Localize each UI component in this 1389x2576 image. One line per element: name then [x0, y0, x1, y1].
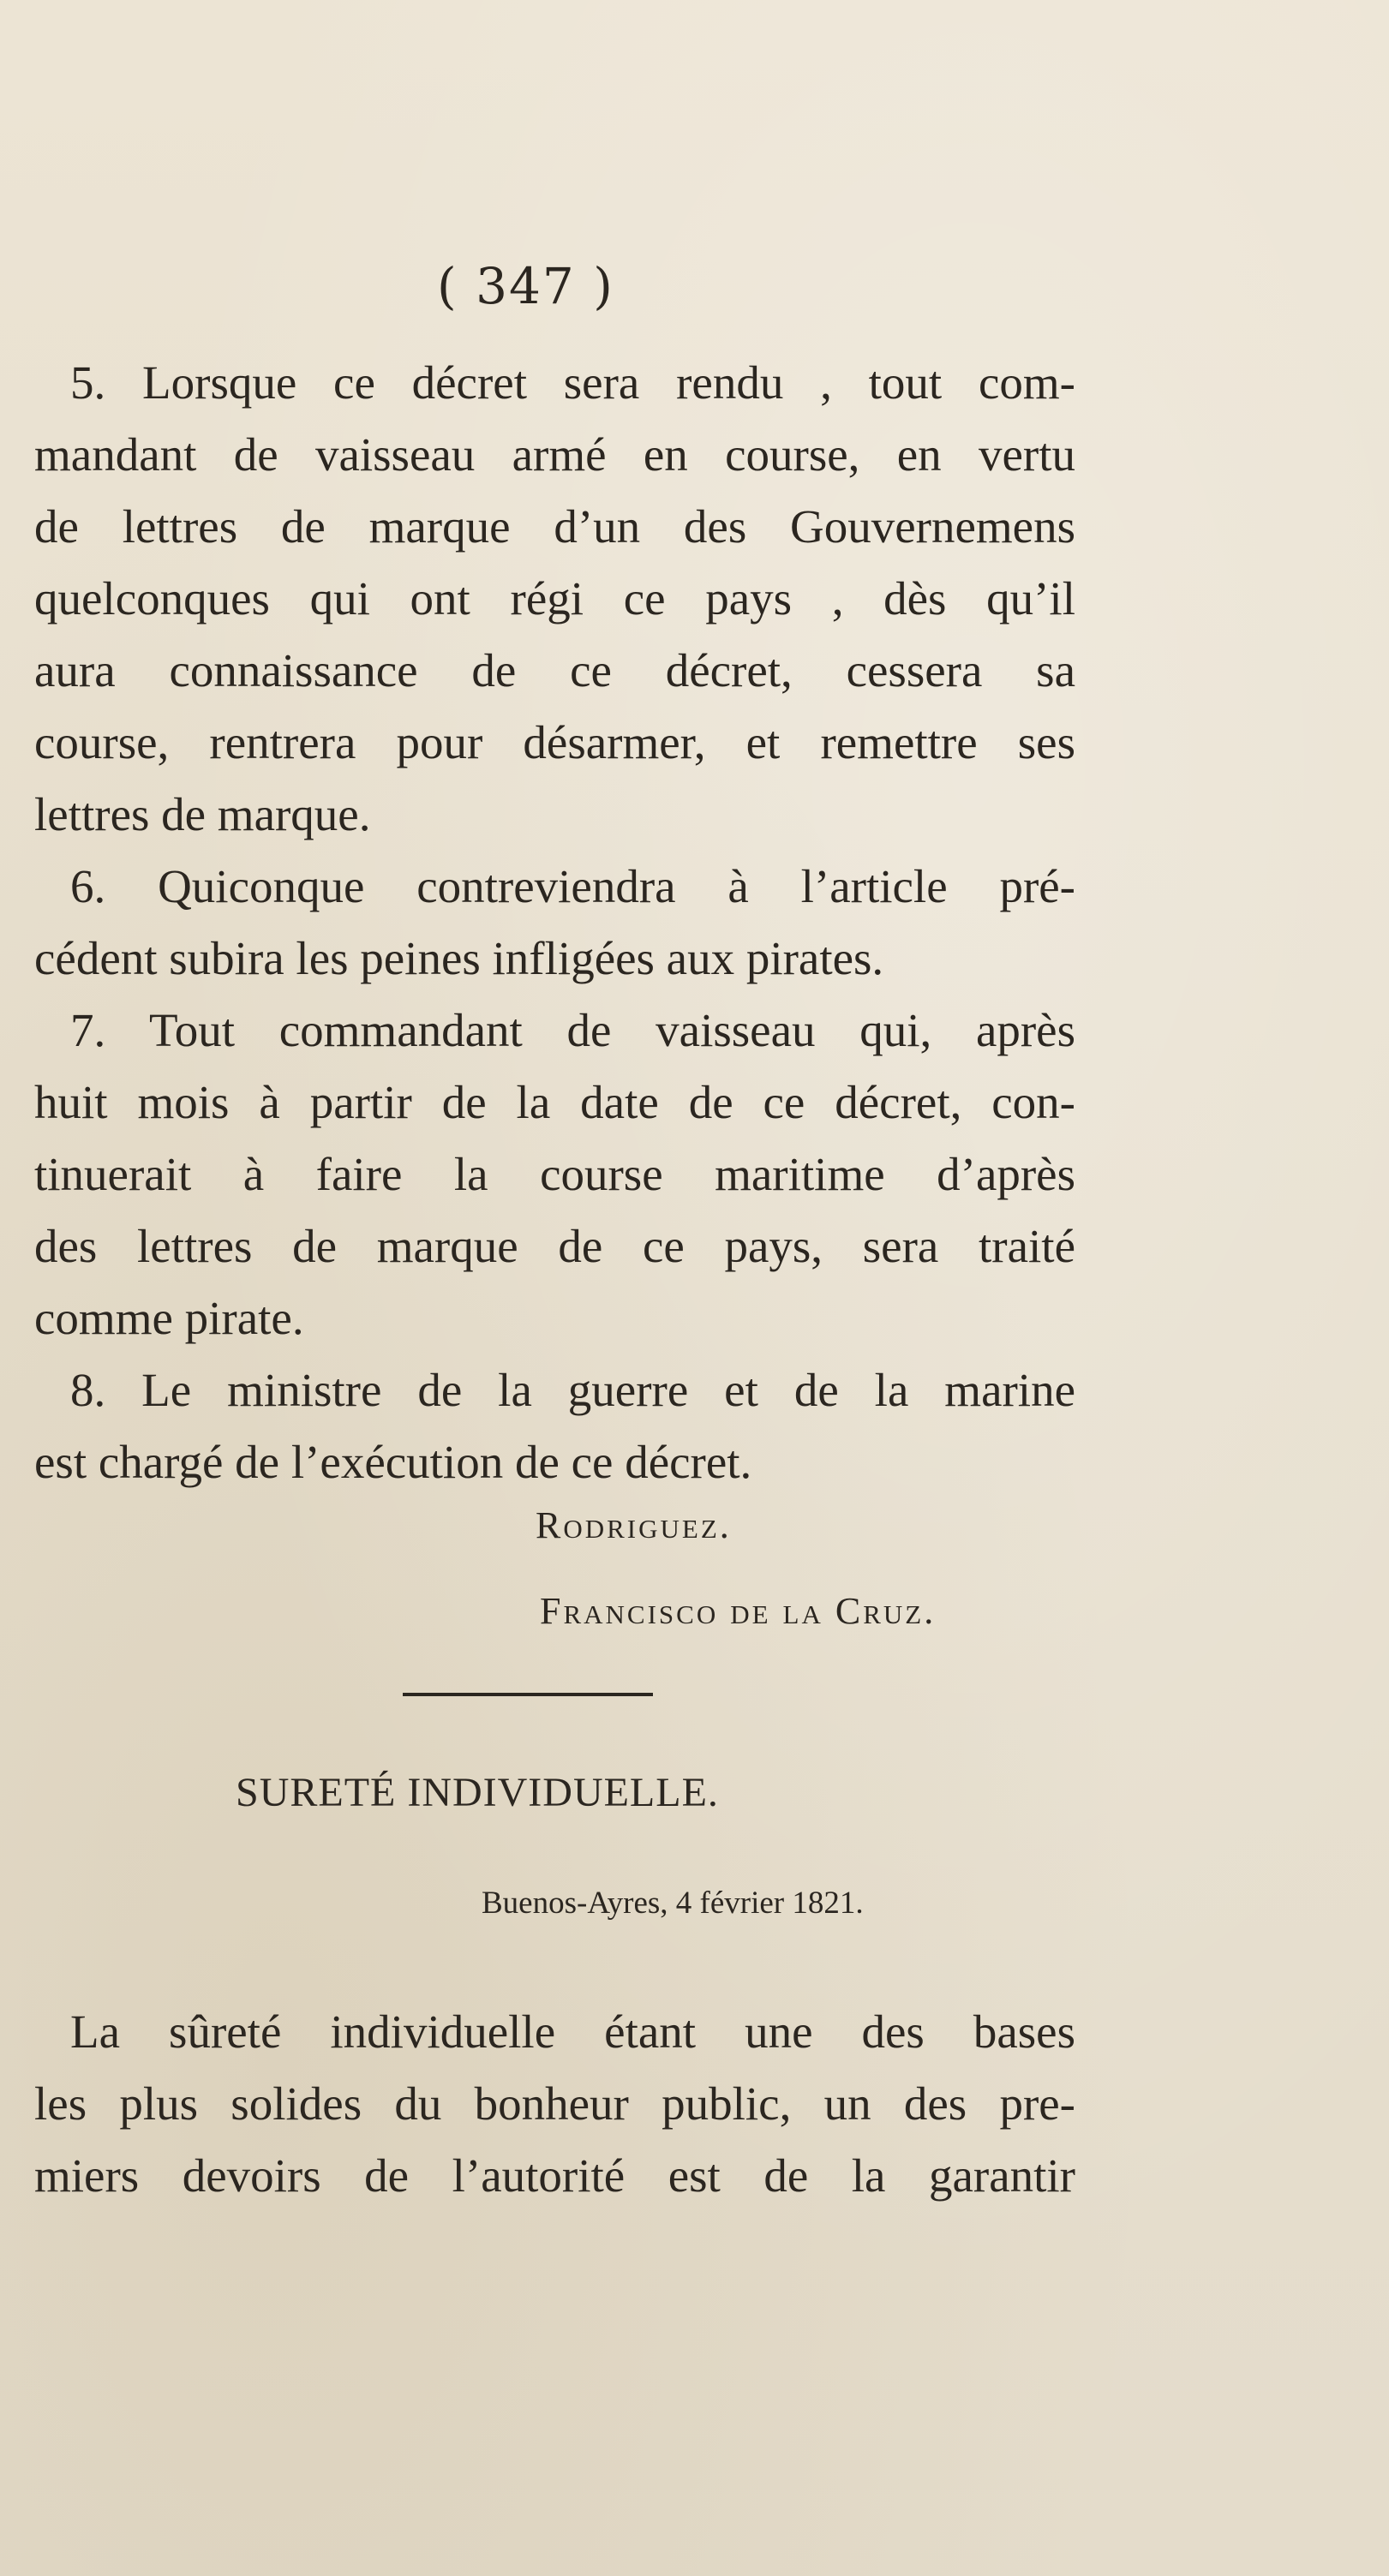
text-line: 7. Tout commandant de vaisseau qui, après	[70, 1004, 1075, 1056]
dateline: Buenos-Ayres, 4 février 1821.	[482, 1886, 864, 1921]
text-line: est chargé de l’exécution de ce décret.	[34, 1436, 752, 1488]
text-line: cédent subira les peines infligées aux pirates.	[34, 932, 884, 984]
text-line: 5. Lorsque ce décret sera rendu , tout com-	[70, 356, 1075, 409]
text-line: 6. Quiconque contreviendra à l’article pré-	[70, 860, 1075, 912]
text-line: les plus solides du bonheur public, un des pre-	[34, 2077, 1075, 2130]
text-line: mandant de vaisseau armé en course, en vertu	[34, 428, 1075, 481]
text-line: 8. Le ministre de la guerre et de la marine	[70, 1364, 1075, 1416]
section-title: SURETÉ INDIVIDUELLE.	[236, 1770, 719, 1815]
text-line: de lettres de marque d’un des Gouvernemens	[34, 500, 1075, 553]
text-line: comme pirate.	[34, 1292, 304, 1344]
section-divider	[403, 1693, 653, 1696]
text-line: La sûreté individuelle étant une des bases	[70, 2005, 1075, 2058]
text-line: des lettres de marque de ce pays, sera traité	[34, 1220, 1075, 1272]
text-line: huit mois à partir de la date de ce décret, con-	[34, 1076, 1075, 1128]
text-line: lettres de marque.	[34, 788, 371, 840]
closing-paragraph	[34, 1996, 1075, 2212]
text-line: tinuerait à faire la course maritime d’après	[34, 1148, 1075, 1200]
text-line: miers devoirs de l’autorité est de la garantir	[34, 2149, 1075, 2202]
text-line: course, rentrera pour désarmer, et remettre ses	[34, 716, 1075, 768]
text-line: aura connaissance de ce décret, cessera sa	[34, 644, 1075, 696]
text-line: quelconques qui ont régi ce pays , dès qu’il	[34, 572, 1075, 625]
signature-francisco-de-la-cruz: Francisco de la Cruz.	[540, 1590, 937, 1632]
signature-rodriguez: Rodriguez.	[536, 1504, 732, 1546]
decree-articles	[34, 347, 1075, 1498]
page-number: ( 347 )	[437, 257, 614, 315]
